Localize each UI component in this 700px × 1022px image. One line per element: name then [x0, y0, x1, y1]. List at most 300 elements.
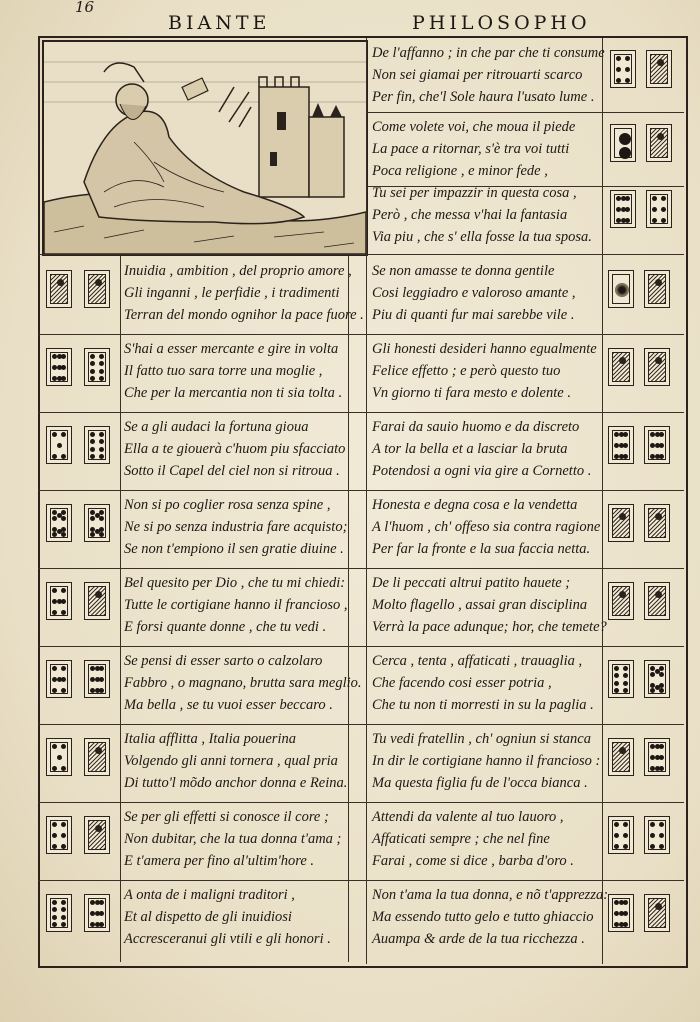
playing-card: [646, 190, 672, 228]
verse-line: A tor la bella et a lasciar la bruta: [372, 441, 568, 457]
pip-icon: [61, 766, 66, 771]
verse-line: Ma questa figlia fu de l'occa bianca .: [372, 775, 588, 791]
pip-icon: [90, 447, 95, 452]
card-pips-icon: [612, 820, 630, 850]
playing-card: [644, 270, 670, 308]
card-pips-icon: [88, 508, 106, 538]
verse-block: [124, 728, 347, 794]
pip-icon: [623, 922, 628, 927]
pip-icon: [61, 822, 66, 827]
pip-icon: [614, 666, 619, 671]
verse-line: Farai , come si dice , barba d'oro .: [372, 853, 574, 869]
pip-icon: [99, 911, 104, 916]
pip-icon: [61, 354, 66, 359]
pip-icon: [52, 588, 57, 593]
verse-block: [372, 884, 608, 950]
verse-line: Se pensi di esser sarto o calzolaro: [124, 653, 323, 669]
verse-line: Auampa & arde de la tua ricchezza .: [372, 931, 585, 947]
pip-icon: [99, 376, 104, 381]
row-rule: [38, 568, 684, 569]
verse-line: La pace a ritornar, s'è tra voi tutti: [372, 141, 570, 157]
pip-icon: [99, 439, 104, 444]
card-pips-icon: [612, 898, 630, 928]
playing-card: [608, 816, 634, 854]
playing-card: [644, 504, 670, 542]
verse-line: Cerca , tenta , affaticati , trauaglia ,: [372, 653, 583, 669]
pip-icon: [61, 900, 66, 905]
pip-icon: [659, 744, 664, 749]
pip-icon: [650, 833, 655, 838]
pip-icon: [623, 844, 628, 849]
pip-icon: [659, 443, 664, 448]
pip-icon: [52, 688, 57, 693]
card-figure-icon: [648, 352, 666, 382]
verse-line: Piu di quanti fur mai sarebbe vile .: [372, 307, 575, 323]
pip-icon: [659, 833, 664, 838]
pip-icon: [650, 683, 655, 688]
verse-line: Se non amasse te donna gentile: [372, 263, 555, 279]
pip-icon: [623, 432, 628, 437]
pip-icon: [61, 688, 66, 693]
playing-card: [608, 582, 634, 620]
pip-icon: [659, 683, 664, 688]
verse-block: [124, 572, 348, 638]
pip-icon: [99, 666, 104, 671]
pip-icon: [614, 673, 619, 678]
pip-icon: [61, 516, 66, 521]
playing-card: [46, 270, 72, 308]
pip-icon: [90, 361, 95, 366]
verse-line: De li peccati altrui patito hauete ;: [372, 575, 571, 591]
pip-icon: [614, 681, 619, 686]
pip-icon: [623, 833, 628, 838]
verse-block: [124, 338, 342, 404]
verse-line: Felice effetto ; e però questo tuo: [372, 363, 561, 379]
pip-icon: [57, 513, 62, 518]
pip-icon: [625, 78, 630, 83]
pip-icon: [650, 688, 655, 693]
verse-line: Di tutto'l mõdo anchor donna e Reina.: [124, 775, 348, 791]
pip-icon: [90, 439, 95, 444]
pip-icon: [61, 844, 66, 849]
card-pips-icon: [612, 430, 630, 460]
card-pips-icon: [50, 352, 68, 382]
pip-icon: [90, 432, 95, 437]
verse-line: Molto flagello , assai gran disciplina: [372, 597, 588, 613]
playing-card: [608, 348, 634, 386]
pip-icon: [52, 907, 57, 912]
pip-icon: [52, 922, 57, 927]
row-rule: [38, 412, 684, 413]
pip-icon: [90, 454, 95, 459]
card-figure-icon: [50, 274, 68, 304]
pip-icon: [652, 207, 657, 212]
card-pips-icon: [50, 820, 68, 850]
card-figure-icon: [648, 508, 666, 538]
verse-block: [372, 42, 605, 108]
playing-card: [46, 738, 72, 776]
card-figure-icon: [648, 898, 666, 928]
verse-line: Non dubitar, che la tua donna t'ama ;: [124, 831, 342, 847]
pip-icon: [57, 443, 62, 448]
verse-block: [124, 650, 362, 716]
pip-icon: [623, 681, 628, 686]
playing-card: [46, 426, 72, 464]
playing-card: [46, 582, 72, 620]
verse-line: S'hai a esser mercante e gire in volta: [124, 341, 339, 357]
verse-line: Per fin, che'l Sole haura l'usato lume .: [372, 89, 595, 105]
pip-icon: [90, 376, 95, 381]
pip-icon: [619, 133, 631, 145]
playing-card: [608, 894, 634, 932]
pip-icon: [61, 666, 66, 671]
verse-block: [124, 260, 364, 326]
playing-card: [644, 816, 670, 854]
playing-card: [608, 426, 634, 464]
verse-line: Verrà la pace adunque; hor, che temete?: [372, 619, 607, 635]
pip-icon: [99, 432, 104, 437]
card-pips-icon: [648, 820, 666, 850]
pip-icon: [95, 513, 100, 518]
pip-icon: [661, 218, 666, 223]
row-rule: [366, 254, 684, 255]
pip-icon: [652, 218, 657, 223]
pip-icon: [52, 744, 57, 749]
card-figure-icon: [648, 586, 666, 616]
pip-icon: [655, 669, 660, 674]
verse-line: Il fatto tuo sara torre una moglie ,: [124, 363, 323, 379]
playing-card: [644, 660, 670, 698]
playing-card: [608, 738, 634, 776]
pip-icon: [61, 510, 66, 515]
verse-line: Tu sei per impazzir in questa cosa ,: [372, 185, 577, 201]
pip-icon: [659, 822, 664, 827]
verse-block: [372, 116, 575, 182]
verse-line: Sotto il Capel del ciel non si ritroua .: [124, 463, 340, 479]
row-rule: [38, 880, 684, 881]
verse-line: Tutte le cortigiane hanno il franciosо ,: [124, 597, 348, 613]
verse-line: E t'amera per fino al'ultim'hore .: [124, 853, 315, 869]
pip-icon: [614, 844, 619, 849]
rule-left-cards: [120, 256, 121, 962]
playing-card: [646, 124, 672, 162]
verse-line: Non t'ama la tua donna, e nõ t'apprezza:: [372, 887, 609, 903]
pip-icon: [659, 766, 664, 771]
pip-icon: [661, 196, 666, 201]
verse-line: Gli inganni , le perfidie , i tradimenti: [124, 285, 340, 301]
verse-block: [124, 806, 341, 872]
playing-card: [46, 660, 72, 698]
card-coin-icon: [614, 128, 632, 158]
pip-icon: [650, 822, 655, 827]
pip-icon: [659, 755, 664, 760]
pip-icon: [52, 900, 57, 905]
card-figure-icon: [648, 274, 666, 304]
verse-line: Che per la mercantia non ti sia tolta .: [124, 385, 343, 401]
card-pips-icon: [88, 898, 106, 928]
pip-icon: [52, 527, 57, 532]
pip-icon: [52, 844, 57, 849]
card-figure-icon: [612, 586, 630, 616]
pip-icon: [99, 900, 104, 905]
pip-icon: [52, 666, 57, 671]
verse-block: [372, 416, 591, 482]
pip-icon: [625, 67, 630, 72]
pip-icon: [99, 447, 104, 452]
verse-line: De l'affanno ; in che par che ti consume: [372, 45, 605, 61]
card-pips-icon: [88, 430, 106, 460]
card-pips-icon: [50, 742, 68, 772]
verse-line: A l'huom , ch' offeso sia contra ragione: [372, 519, 601, 535]
card-pips-icon: [50, 430, 68, 460]
verse-line: Potendosi a ogni via gire a Cornetto .: [372, 463, 592, 479]
pip-icon: [623, 454, 628, 459]
pip-icon: [99, 677, 104, 682]
playing-card: [84, 270, 110, 308]
pip-icon: [61, 432, 66, 437]
card-figure-icon: [88, 586, 106, 616]
pip-icon: [659, 688, 664, 693]
playing-card: [644, 582, 670, 620]
verse-line: Se a gli audaci la fortuna gioua: [124, 419, 309, 435]
pip-icon: [99, 532, 104, 537]
verse-line: Vn giorno ti fara mesto e dolente .: [372, 385, 571, 401]
card-pips-icon: [648, 664, 666, 694]
playing-card: [84, 894, 110, 932]
pip-icon: [623, 666, 628, 671]
verse-block: [124, 494, 347, 560]
pip-icon: [623, 822, 628, 827]
playing-card: [84, 582, 110, 620]
card-figure-icon: [88, 274, 106, 304]
rule-right-columns: [602, 38, 603, 964]
verse-block: [372, 728, 600, 794]
woodcut-illustration: [42, 40, 368, 256]
verse-line: Ma essendo tutto gelo e tutto ghiaccio: [372, 909, 594, 925]
pip-icon: [57, 755, 62, 760]
playing-card: [644, 738, 670, 776]
verse-line: Che facendo cosi esser potria ,: [372, 675, 552, 691]
row-rule: [366, 112, 684, 113]
verse-line: Via piu , che s' ella fosse la tua sposa.: [372, 229, 592, 245]
playing-card: [644, 348, 670, 386]
verse-line: Ne si po senza industria fare acquisto;: [124, 519, 348, 535]
pip-icon: [61, 744, 66, 749]
pip-icon: [99, 354, 104, 359]
pip-icon: [99, 361, 104, 366]
pip-icon: [61, 588, 66, 593]
pip-icon: [623, 688, 628, 693]
pip-icon: [623, 443, 628, 448]
page-number: 16: [75, 0, 95, 16]
pip-icon: [650, 844, 655, 849]
playing-card: [608, 504, 634, 542]
playing-card: [84, 348, 110, 386]
pip-icon: [61, 376, 66, 381]
pip-icon: [99, 688, 104, 693]
verse-block: [372, 650, 594, 716]
pip-icon: [61, 454, 66, 459]
pip-icon: [52, 915, 57, 920]
verse-line: Non sei giamai per ritrouarti scarco: [372, 67, 583, 83]
card-pips-icon: [614, 194, 632, 224]
card-figure-icon: [88, 742, 106, 772]
verse-line: Fabbro , o magnano, brutta sara meglio.: [124, 675, 362, 691]
verse-line: Tu vedi fratellin , ch' ogniun si stanca: [372, 731, 591, 747]
card-pips-icon: [50, 508, 68, 538]
playing-card: [46, 894, 72, 932]
verse-line: Che tu non ti morresti in su la paglia .: [372, 697, 594, 713]
pip-icon: [52, 454, 57, 459]
pip-icon: [52, 766, 57, 771]
rule-left-of-center: [348, 256, 349, 962]
running-head-right: PHILOSOPHO: [412, 12, 591, 34]
pip-icon: [661, 207, 666, 212]
pip-icon: [652, 196, 657, 201]
pip-icon: [52, 833, 57, 838]
card-coin-icon: [612, 274, 630, 304]
verse-line: Affaticati sempre ; che nel fine: [372, 831, 550, 847]
card-pips-icon: [88, 352, 106, 382]
pip-icon: [659, 454, 664, 459]
card-figure-icon: [612, 352, 630, 382]
pip-icon: [99, 516, 104, 521]
pip-icon: [625, 218, 630, 223]
card-pips-icon: [648, 742, 666, 772]
verse-line: Volgendo gli anni tornera , qual pria: [124, 753, 338, 769]
playing-card: [646, 50, 672, 88]
playing-card: [644, 426, 670, 464]
pip-icon: [61, 922, 66, 927]
pip-icon: [99, 527, 104, 532]
verse-line: Ella a te giouerà c'huom piu sfacciato: [124, 441, 346, 457]
verse-line: Attendi da valente al tuo lauoro ,: [372, 809, 564, 825]
pip-icon: [90, 354, 95, 359]
running-head-left: BIANTE: [168, 12, 271, 34]
verse-line: E forsi quante donne , che tu vedi .: [124, 619, 327, 635]
card-figure-icon: [650, 54, 668, 84]
verse-line: A onta de i maligni traditori ,: [124, 887, 295, 903]
verse-line: Gli honesti desideri hanno egualmente: [372, 341, 597, 357]
verse-line: Farai da sauio huomo e da discreto: [372, 419, 580, 435]
card-figure-icon: [612, 742, 630, 772]
pip-icon: [61, 610, 66, 615]
verse-block: [372, 572, 607, 638]
pip-icon: [99, 510, 104, 515]
verse-block: [124, 884, 331, 950]
pip-icon: [90, 527, 95, 532]
playing-card: [84, 504, 110, 542]
card-figure-icon: [88, 820, 106, 850]
playing-card: [610, 50, 636, 88]
pip-icon: [61, 527, 66, 532]
verse-block: [372, 182, 592, 248]
pip-icon: [52, 822, 57, 827]
playing-card: [84, 738, 110, 776]
verse-line: Honesta e degna cosa e la vendetta: [372, 497, 578, 513]
verse-line: Non si po coglier rosa senza spine ,: [124, 497, 331, 513]
verse-block: [372, 494, 600, 560]
verse-line: Se non t'empiono il sen gratie diuine .: [124, 541, 344, 557]
row-rule: [38, 802, 684, 803]
verse-line: Accresceranui gli vtili e gli honori .: [124, 931, 331, 947]
pip-icon: [616, 56, 621, 61]
playing-card: [46, 816, 72, 854]
verse-line: Se per gli effetti si conosce il core ;: [124, 809, 329, 825]
row-rule: [38, 254, 366, 255]
verse-line: Come volete voi, che moua il piede: [372, 119, 576, 135]
verse-line: Bel quesito per Dio , che tu mi chiedi:: [124, 575, 346, 591]
pip-icon: [625, 196, 630, 201]
card-pips-icon: [612, 664, 630, 694]
pip-icon: [614, 822, 619, 827]
pip-icon: [619, 147, 631, 159]
pip-icon: [99, 369, 104, 374]
playing-card: [46, 504, 72, 542]
pip-icon: [614, 833, 619, 838]
pip-icon: [616, 78, 621, 83]
verse-line: Poca religione , e minor fede ,: [372, 163, 548, 179]
pip-icon: [614, 688, 619, 693]
playing-card: [608, 660, 634, 698]
pip-icon: [90, 532, 95, 537]
pip-icon: [625, 207, 630, 212]
verse-line: Ma bella , se tu vuoi esser beccaro .: [124, 697, 333, 713]
verse-line: Per far la fronte e la sua faccia netta.: [372, 541, 591, 557]
pip-icon: [616, 67, 621, 72]
rule-center-divider: [366, 38, 367, 964]
pip-icon: [52, 610, 57, 615]
playing-card: [610, 124, 636, 162]
row-rule: [38, 334, 684, 335]
playing-card: [84, 816, 110, 854]
card-pips-icon: [648, 430, 666, 460]
verse-line: Cosi leggiadro e valoroso amante ,: [372, 285, 576, 301]
card-pips-icon: [650, 194, 668, 224]
verse-block: [372, 806, 574, 872]
pip-icon: [659, 666, 664, 671]
pip-icon: [61, 915, 66, 920]
card-figure-icon: [650, 128, 668, 158]
pip-icon: [99, 454, 104, 459]
row-rule: [38, 646, 684, 647]
card-pips-icon: [614, 54, 632, 84]
card-pips-icon: [50, 898, 68, 928]
pip-icon: [659, 672, 664, 677]
verse-block: [124, 416, 345, 482]
playing-card: [84, 426, 110, 464]
pip-icon: [61, 599, 66, 604]
pip-icon: [623, 911, 628, 916]
pip-icon: [623, 900, 628, 905]
row-rule: [38, 490, 684, 491]
pip-icon: [52, 432, 57, 437]
pip-icon: [61, 907, 66, 912]
pip-icon: [659, 432, 664, 437]
pip-icon: [659, 844, 664, 849]
verse-block: [372, 260, 576, 326]
verse-line: Italia afflitta , Italia pouerina: [124, 731, 296, 747]
playing-card: [610, 190, 636, 228]
pip-icon: [90, 369, 95, 374]
pip-icon: [623, 673, 628, 678]
pip-icon: [61, 365, 66, 370]
playing-card: [644, 894, 670, 932]
card-pips-icon: [50, 664, 68, 694]
pip-icon: [61, 833, 66, 838]
playing-card: [84, 660, 110, 698]
playing-card: [608, 270, 634, 308]
